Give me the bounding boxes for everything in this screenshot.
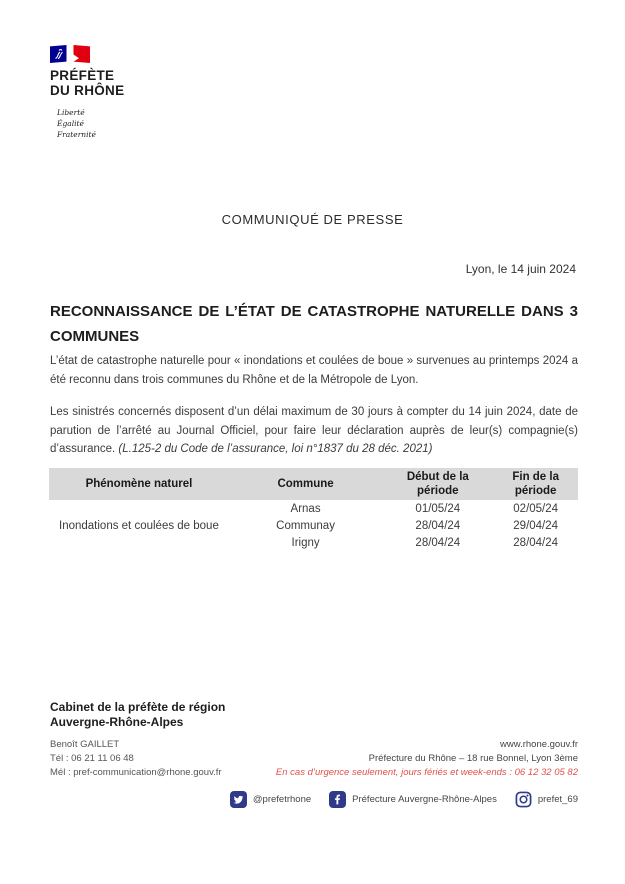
commune-cell: Arnas [290, 502, 321, 515]
paragraph-1: L’état de catastrophe naturelle pour « inondations et coulées de boue » survenues au printemps 2024 a été reconnu dans trois communes du Rhône et de la Métropole de Lyon. [50, 355, 578, 386]
prefecture-info [276, 738, 578, 780]
dateline: Lyon, le 14 juin 2024 [465, 262, 576, 276]
contact-phone: Tél : 06 21 11 06 48 [50, 753, 134, 764]
instagram-icon [515, 791, 532, 808]
press-contact [50, 738, 222, 780]
website-link[interactable]: www.rhone.gouv.fr [500, 739, 578, 750]
article-title: RECONNAISSANCE DE L’ÉTAT DE CATASTROPHE NATURELLE DANS 3 COMMUNES [50, 303, 578, 345]
phenomenon-cell: Inondations et coulées de boue [59, 519, 219, 532]
catastrophe-table [49, 468, 578, 551]
government-logo-block [50, 45, 124, 140]
end-date-cell: 29/04/24 [513, 519, 559, 532]
commune-cell: Communay [276, 519, 335, 532]
prefecture-address: Préfecture du Rhône – 18 rue Bonnel, Lyon 3ème [368, 753, 578, 764]
institution-name [50, 68, 124, 98]
footer [50, 700, 578, 808]
social-media-row [50, 791, 578, 808]
institution-line1: PRÉFÈTE [50, 68, 115, 83]
instagram-handle: prefet_69 [537, 794, 578, 805]
republic-motto [57, 107, 124, 140]
col-header-start: Début de la période [382, 468, 493, 500]
twitter-handle: @prefetrhone [252, 794, 312, 805]
col-header-commune: Commune [229, 468, 382, 500]
emergency-contact-notice: En cas d’urgence seulement, jours fériés et week-ends : 06 12 32 05 82 [275, 767, 578, 778]
institution-line2: DU RHÔNE [50, 83, 125, 98]
start-date-cell: 28/04/24 [415, 536, 461, 549]
twitter-icon [230, 791, 247, 808]
col-header-phenomenon: Phénomène naturel [49, 468, 229, 500]
start-date-cell: 28/04/24 [415, 519, 461, 532]
issuing-office [50, 700, 578, 730]
facebook-icon [329, 791, 346, 808]
office-line1: Cabinet de la préfète de région [50, 700, 226, 714]
motto-liberte: Liberté [57, 108, 85, 117]
contact-name: Benoît GAILLET [50, 739, 120, 750]
french-flag-marianne-icon [50, 45, 90, 63]
motto-egalite: Égalité [57, 119, 84, 128]
office-line2: Auvergne-Rhône-Alpes [50, 715, 184, 729]
start-date-cell: 01/05/24 [415, 502, 461, 515]
facebook-account[interactable] [329, 791, 497, 808]
instagram-account[interactable] [515, 791, 578, 808]
paragraph-2 [50, 403, 578, 459]
motto-fraternite: Fraternité [57, 130, 96, 139]
end-date-cell: 28/04/24 [513, 536, 559, 549]
twitter-account[interactable] [230, 791, 311, 808]
table-header-row [49, 468, 578, 500]
paragraph-2-text: Les sinistrés concernés disposent d’un délai maximum de 30 jours à compter du 14 juin 2024, date de parution de l’arrêté au Journal Officiel, pour faire leur déclaration auprès de leur(s) compagnie(s) d’assurance. [50, 406, 578, 455]
commune-cell: Irigny [291, 536, 320, 549]
end-date-cell: 02/05/24 [513, 502, 559, 515]
facebook-page-name: Préfecture Auvergne-Rhône-Alpes [352, 794, 497, 805]
col-header-end: Fin de la période [493, 468, 578, 500]
press-release-kicker: COMMUNIQUÉ DE PRESSE [221, 212, 404, 227]
contact-email[interactable]: Mél : pref-communication@rhone.gouv.fr [50, 767, 222, 778]
paragraph-2-legal-citation: (L.125-2 du Code de l’assurance, loi n°1837 du 28 déc. 2021) [118, 443, 433, 455]
table-row [49, 500, 578, 517]
